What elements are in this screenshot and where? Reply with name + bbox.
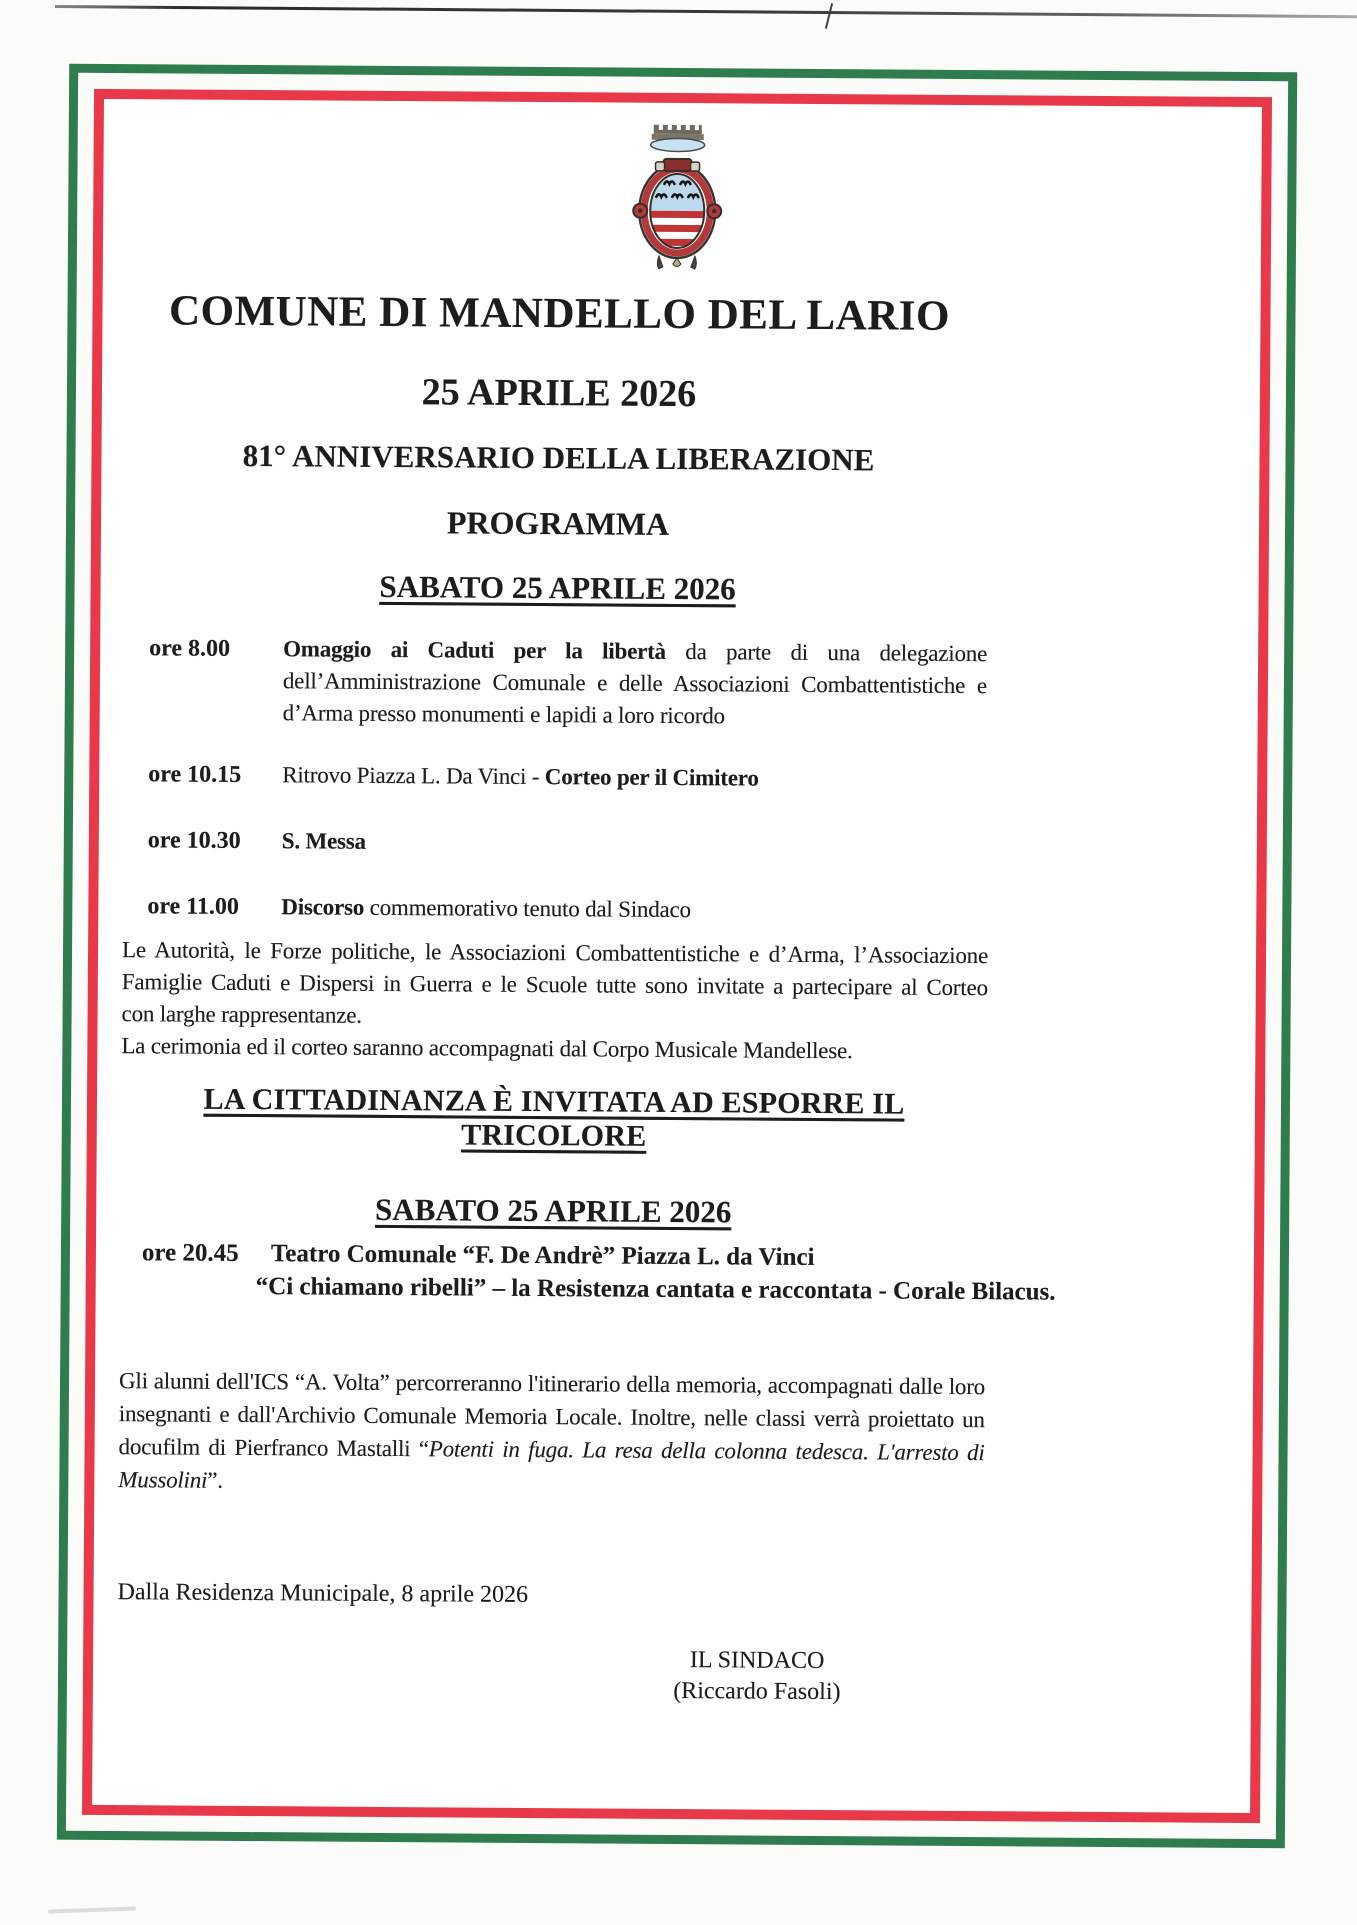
tassels xyxy=(657,256,696,269)
text-line: Discorso commemorativo tenuto dal Sindaco xyxy=(281,894,691,923)
evening-event-line2: “Ci chiamano ribelli” – la Resistenza cantata e raccontata - Corale Bilacus. xyxy=(255,1273,1056,1306)
text-line: S. Messa xyxy=(281,828,366,854)
time-label: ore 11.00 xyxy=(147,893,239,920)
day-heading-evening: SABATO 25 APRILE 2026 xyxy=(374,1191,732,1230)
municipality-title: COMUNE DI MANDELLO DEL LARIO xyxy=(168,287,951,340)
text-line: Mussolini”. xyxy=(118,1467,223,1493)
time-label: ore 8.00 xyxy=(149,635,231,662)
text-line: Famiglie Caduti e Dispersi in Guerra e le Scuole tutte sono invitate a partecipare al Corteo xyxy=(121,969,988,1001)
schedule-entry-text xyxy=(282,759,986,796)
school-paragraph xyxy=(118,1364,985,1502)
text-line: La cerimonia ed il corteo saranno accompagnati dal Corpo Musicale Mandellese. xyxy=(121,1033,853,1064)
text-line: Gli alunni dell'ICS “A. Volta” percorreranno l'itinerario della memoria, accompagnati dalle loro xyxy=(118,1368,986,1400)
evening-event-line1: Teatro Comunale “F. De Andrè” Piazza L. da Vinci xyxy=(270,1240,815,1271)
schedule-entry-text xyxy=(283,633,988,734)
schedule-entry-text xyxy=(282,825,986,862)
mural-crown xyxy=(651,125,705,152)
programma-title: PROGRAMMA xyxy=(446,504,670,542)
text-line: con larghe rappresentanze. xyxy=(121,1001,362,1028)
signature-title: IL SINDACO xyxy=(689,1647,825,1675)
text-line: Le Autorità, le Forze politiche, le Associazioni Combattentistiche e d’Arma, l’Associazione xyxy=(121,937,989,969)
day-heading-morning: SABATO 25 APRILE 2026 xyxy=(379,568,736,607)
text-line: dell’Amministrazione Comunale e delle Associazioni Combattentistiche e xyxy=(282,668,988,699)
time-label: ore 10.15 xyxy=(148,761,242,788)
dateline: Dalla Residenza Municipale, 8 aprile 2026 xyxy=(117,1579,529,1608)
anniversary-title: 81° ANNIVERSARIO DELLA LIBERAZIONE xyxy=(242,437,875,478)
evening-time-label: ore 20.45 xyxy=(141,1239,239,1267)
invitation-paragraph xyxy=(121,934,988,1068)
signature-block xyxy=(607,1645,907,1709)
tricolore-banner: LA CITTADINANZA È INVITATA AD ESPORRE IL TRICOLORE xyxy=(203,1082,905,1153)
text-line: docufilm di Pierfranco Mastalli “Potenti in fuga. La resa della colonna tedesca. L'arresto di xyxy=(118,1434,985,1466)
date-title: 25 APRILE 2026 xyxy=(421,371,697,416)
signature-name: (Riccardo Fasoli) xyxy=(673,1677,841,1706)
text-line: Omaggio ai Caduti per la libertà da parte di una delegazione xyxy=(283,636,988,667)
time-label: ore 10.30 xyxy=(147,827,241,854)
municipal-coat-of-arms-icon xyxy=(631,122,724,275)
schedule-entry-text xyxy=(281,891,985,928)
text-line: d’Arma presso monumenti e lapidi a loro ricordo xyxy=(282,700,725,729)
text-line: Ritrovo Piazza L. Da Vinci - Corteo per il Cimitero xyxy=(282,762,759,791)
text-line: insegnanti e dall'Archivio Comunale Memoria Locale. Inoltre, nelle classi verrà proiettato un xyxy=(118,1401,985,1433)
